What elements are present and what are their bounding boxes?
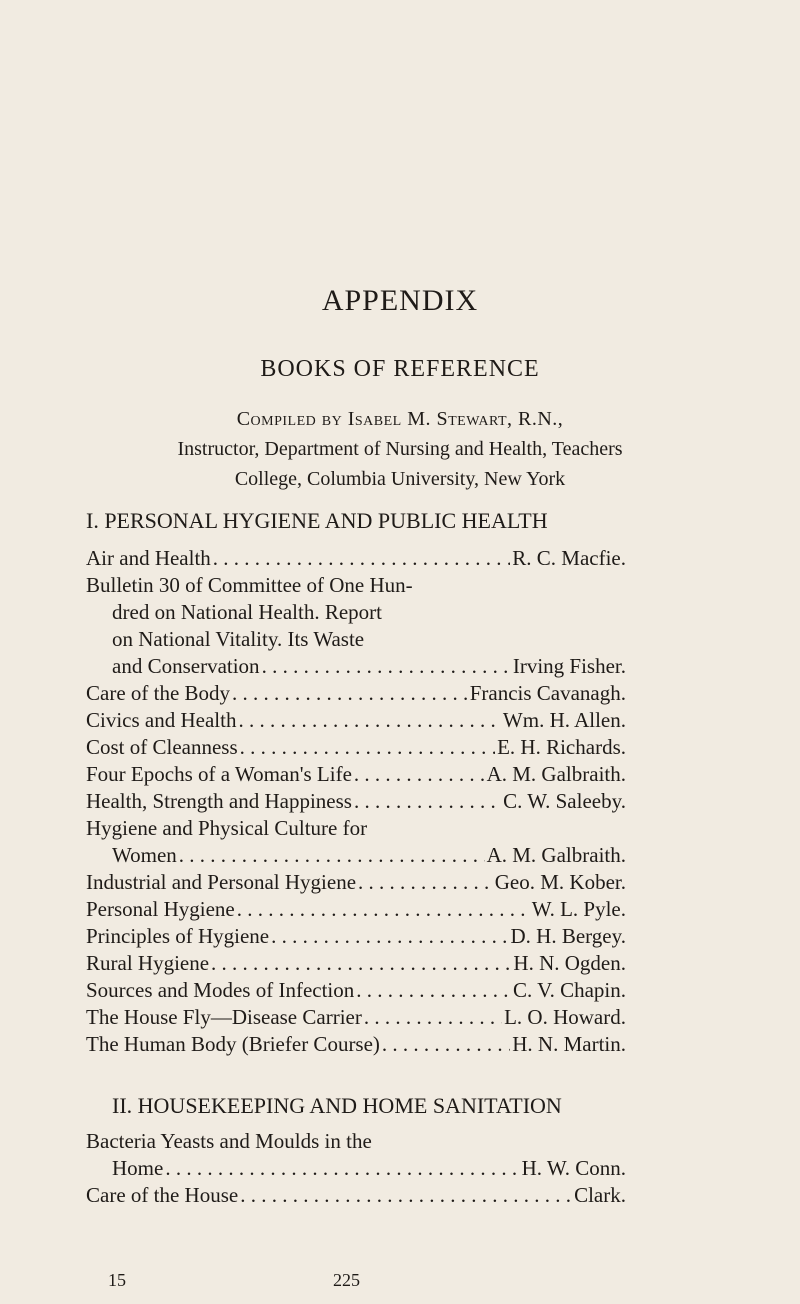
- dot-leader: [237, 896, 530, 923]
- reference-author: Francis Cavanagh.: [469, 681, 626, 705]
- reference-author: A. M. Galbraith.: [486, 762, 626, 786]
- reference-entry: [86, 545, 626, 572]
- reference-author: Wm. H. Allen.: [502, 708, 626, 732]
- reference-author: R. C. Macfie.: [512, 546, 626, 570]
- dot-leader: [165, 1155, 519, 1182]
- reference-author: L. O. Howard.: [504, 1005, 626, 1029]
- dot-leader: [179, 842, 485, 869]
- reference-entry: [86, 950, 626, 977]
- reference-author: H. N. Ogden.: [513, 951, 626, 975]
- reference-entry: [86, 707, 626, 734]
- reference-author: D. H. Bergey.: [510, 924, 626, 948]
- dot-leader: [240, 734, 495, 761]
- reference-title: Care of the House: [86, 1183, 239, 1207]
- reference-author: E. H. Richards.: [497, 735, 626, 759]
- reference-title: Care of the Body: [86, 681, 231, 705]
- reference-entry: [86, 572, 626, 599]
- reference-entry: [86, 653, 626, 680]
- dot-leader: [382, 1031, 510, 1058]
- reference-entry: [86, 896, 626, 923]
- reference-title: Hygiene and Physical Culture for: [86, 816, 368, 840]
- reference-entry: [86, 923, 626, 950]
- reference-author: C. W. Saleeby.: [503, 789, 626, 813]
- dot-leader: [262, 653, 511, 680]
- reference-author: Irving Fisher.: [512, 654, 626, 678]
- compiler-title-line: Instructor, Department of Nursing and Health, Teachers: [177, 438, 623, 460]
- dot-leader: [238, 707, 500, 734]
- dot-leader: [232, 680, 468, 707]
- reference-title: Home: [112, 1156, 164, 1180]
- compiler-line: Compiled by Isabel M. Stewart, R.N.,: [236, 408, 564, 430]
- reference-title: Four Epochs of a Woman's Life: [86, 762, 352, 786]
- signature-mark: 15: [108, 1270, 126, 1290]
- dot-leader: [358, 869, 493, 896]
- reference-title: Principles of Hygiene: [86, 924, 270, 948]
- reference-author: W. L. Pyle.: [531, 897, 626, 921]
- reference-entry: [86, 1182, 626, 1209]
- reference-entry: [86, 788, 626, 815]
- dot-leader: [364, 1004, 502, 1031]
- reference-title: The Human Body (Briefer Course): [86, 1032, 380, 1056]
- section-entries-personal-hygiene: [86, 545, 626, 1058]
- dot-leader: [354, 761, 485, 788]
- reference-entry: [86, 1128, 626, 1155]
- reference-entry: [86, 626, 626, 653]
- page-title: APPENDIX: [321, 284, 479, 317]
- reference-author: C. V. Chapin.: [513, 978, 626, 1002]
- reference-title: dred on National Health. Report: [112, 600, 383, 624]
- reference-title: Women: [112, 843, 177, 867]
- reference-title: Cost of Cleanness: [86, 735, 238, 759]
- dot-leader: [356, 977, 511, 1004]
- reference-entry: [86, 761, 626, 788]
- reference-title: and Conservation: [112, 654, 260, 678]
- reference-entry: [86, 1155, 626, 1182]
- reference-author: Clark.: [574, 1183, 626, 1207]
- reference-title: Industrial and Personal Hygiene: [86, 870, 357, 894]
- section-heading-housekeeping: II. HOUSEKEEPING AND HOME SANITATION: [112, 1093, 562, 1118]
- reference-author: H. W. Conn.: [521, 1156, 626, 1180]
- reference-title: Sources and Modes of Infection: [86, 978, 355, 1002]
- reference-entry: [86, 1031, 626, 1058]
- reference-title: on National Vitality. Its Waste: [112, 627, 365, 651]
- reference-author: H. N. Martin.: [512, 1032, 626, 1056]
- reference-title: Rural Hygiene: [86, 951, 210, 975]
- reference-entry: [86, 815, 626, 842]
- reference-entry: [86, 599, 626, 626]
- reference-entry: [86, 869, 626, 896]
- reference-title: Bulletin 30 of Committee of One Hun-: [86, 573, 413, 597]
- section-entries-housekeeping: [86, 1128, 626, 1209]
- compiler-institution-line: College, Columbia University, New York: [234, 468, 566, 490]
- dot-leader: [213, 545, 510, 572]
- reference-entry: [86, 734, 626, 761]
- reference-title: Civics and Health: [86, 708, 237, 732]
- reference-entry: [86, 680, 626, 707]
- page-subtitle: BOOKS OF REFERENCE: [260, 356, 540, 382]
- reference-title: Personal Hygiene: [86, 897, 235, 921]
- reference-title: Health, Strength and Happiness: [86, 789, 352, 813]
- dot-leader: [354, 788, 501, 815]
- compiled-by-block: [0, 404, 800, 494]
- page-number: 225: [333, 1270, 360, 1290]
- dot-leader: [240, 1182, 572, 1209]
- reference-title: The House Fly—Disease Carrier: [86, 1005, 362, 1029]
- reference-author: Geo. M. Kober.: [494, 870, 626, 894]
- dot-leader: [211, 950, 511, 977]
- section-heading-personal-hygiene: I. PERSONAL HYGIENE AND PUBLIC HEALTH: [86, 508, 548, 533]
- reference-author: A. M. Galbraith.: [486, 843, 626, 867]
- reference-title: Bacteria Yeasts and Moulds in the: [86, 1129, 372, 1153]
- reference-entry: [86, 977, 626, 1004]
- reference-entry: [86, 842, 626, 869]
- reference-title: Air and Health: [86, 546, 211, 570]
- reference-entry: [86, 1004, 626, 1031]
- dot-leader: [271, 923, 508, 950]
